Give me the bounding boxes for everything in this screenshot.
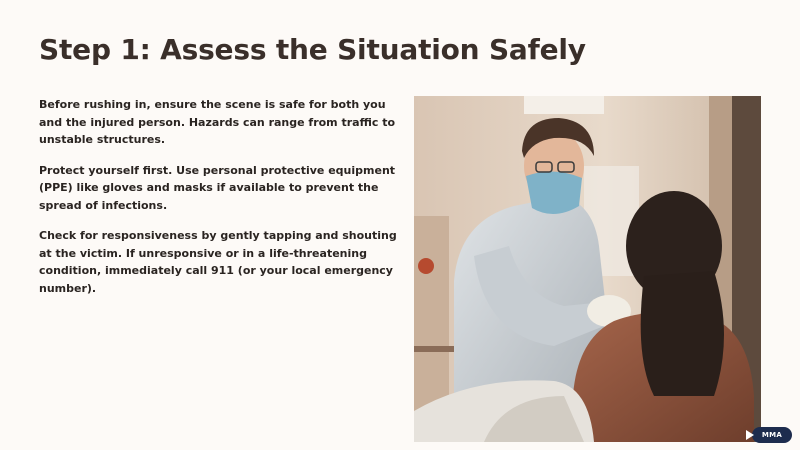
paragraph-scene-safety: Before rushing in, ensure the scene is safe for both you and the injured person. Hazards can range from traffic to unstable structures. bbox=[39, 98, 396, 146]
brand-badge-label: MMA bbox=[761, 431, 783, 439]
paragraph-responsiveness: Check for responsiveness by gently tapping and shouting at the victim. If unresponsive or in a life-threatening condition, immediately call 911 (or your local emergency number). bbox=[39, 229, 397, 295]
brand-badge[interactable] bbox=[752, 427, 792, 443]
paragraph-ppe: Protect yourself first. Use personal protective equipment (PPE) like gloves and masks if available to prevent the spread of infections. bbox=[39, 163, 396, 212]
slide-body bbox=[39, 96, 399, 310]
play-icon bbox=[746, 430, 754, 440]
photo-illustration bbox=[414, 96, 761, 442]
doctor-patient-photo bbox=[414, 96, 761, 442]
slide-title: Step 1: Assess the Situation Safely bbox=[39, 33, 586, 66]
